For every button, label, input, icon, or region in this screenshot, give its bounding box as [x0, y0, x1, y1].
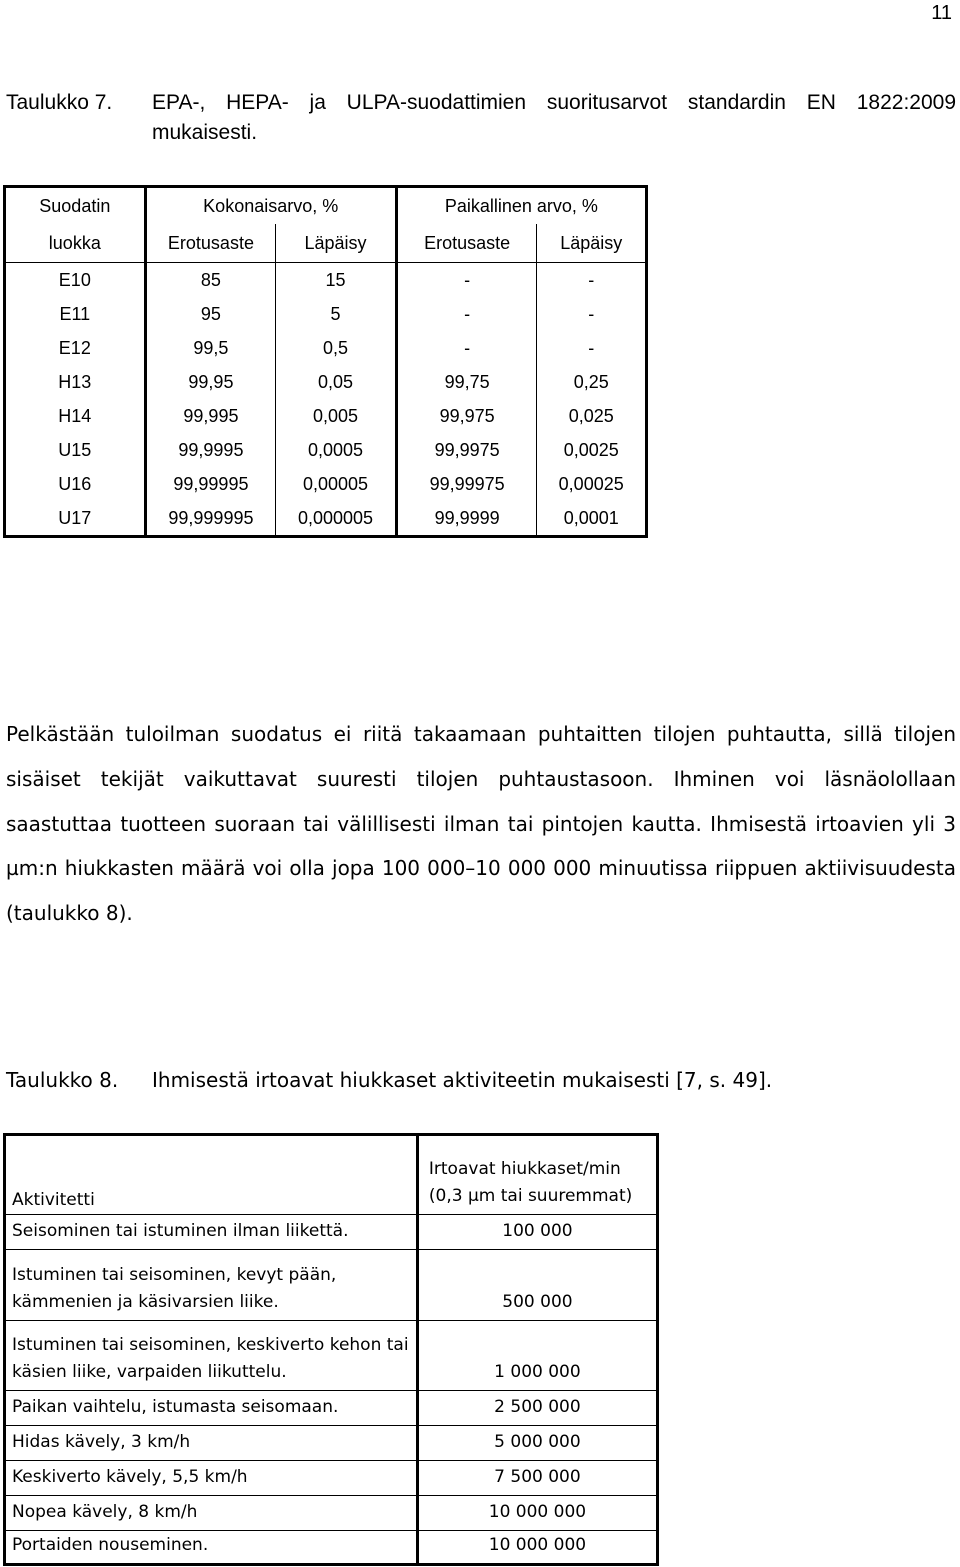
cell-efficiency-overall: 85	[145, 263, 276, 298]
particle-emission-table	[3, 1133, 659, 1566]
cell-class: E11	[59, 303, 91, 324]
table-row	[5, 501, 647, 537]
cell-efficiency-overall: 99,95	[145, 365, 276, 399]
cell-efficiency-local: -	[396, 263, 537, 298]
table-row	[5, 433, 647, 467]
cell-efficiency-overall: 99,999995	[145, 501, 276, 537]
cell-class: U17	[58, 507, 92, 528]
cell-particles: 10 000 000	[417, 1531, 657, 1565]
header-local: Paikallinen arvo, %	[396, 187, 646, 225]
table-row	[5, 467, 647, 501]
cell-penetration-overall: 0,00005	[276, 467, 397, 501]
cell-penetration-overall: 0,005	[276, 399, 397, 433]
table8-header-row	[5, 1135, 658, 1215]
cell-penetration-local: -	[537, 263, 647, 298]
cell-penetration-overall: 0,000005	[276, 501, 397, 537]
header-efficiency-overall: Erotusaste	[145, 224, 276, 263]
cell-penetration-overall: 5	[276, 297, 397, 331]
table-row	[5, 331, 647, 365]
cell-efficiency-overall: 99,5	[145, 331, 276, 365]
table7-header-row-2	[5, 224, 647, 263]
cell-activity: Keskiverto kävely, 5,5 km/h	[5, 1461, 418, 1496]
cell-class: U15	[58, 439, 92, 460]
table8-title: Ihmisestä irtoavat hiukkaset aktiviteetin mukaisesti [7, s. 49].	[152, 1068, 773, 1092]
cell-particles: 10 000 000	[417, 1496, 657, 1531]
header-penetration-overall: Läpäisy	[276, 224, 397, 263]
table-row	[5, 1391, 658, 1426]
header-penetration-local: Läpäisy	[537, 224, 647, 263]
table-row	[5, 399, 647, 433]
table-row	[5, 1321, 658, 1391]
cell-penetration-local: 0,025	[537, 399, 647, 433]
cell-efficiency-local: -	[396, 331, 537, 365]
cell-activity: Istuminen tai seisominen, keskiverto kehon tai käsien liike, varpaiden liikuttelu.	[5, 1321, 418, 1391]
header-class: luokka	[5, 224, 146, 263]
table-row	[5, 1496, 658, 1531]
table-row	[5, 297, 647, 331]
table-row	[5, 1461, 658, 1496]
cell-class: U16	[58, 473, 92, 494]
cell-particles: 2 500 000	[417, 1391, 657, 1426]
header-particles-line2: (0,3 µm tai suuremmat)	[428, 1186, 633, 1206]
cell-penetration-local: -	[537, 297, 647, 331]
cell-activity: Istuminen tai seisominen, kevyt pään, kämmenien ja käsivarsien liike.	[5, 1250, 418, 1321]
cell-class: E12	[58, 337, 91, 358]
table-row	[5, 263, 647, 298]
table8-caption	[6, 1065, 956, 1095]
cell-activity: Paikan vaihtelu, istumasta seisomaan.	[5, 1391, 418, 1426]
cell-activity: Hidas kävely, 3 km/h	[5, 1426, 418, 1461]
cell-penetration-overall: 0,05	[276, 365, 397, 399]
cell-efficiency-local: 99,975	[396, 399, 537, 433]
table7-caption	[6, 88, 956, 148]
table7-title: EPA-, HEPA- ja ULPA-suodattimien suoritusarvot standardin EN 1822:2009 mukaisesti.	[152, 91, 956, 144]
header-particles-line1: Irtoavat hiukkaset/min	[428, 1159, 621, 1179]
table8-label: Taulukko 8.	[6, 1068, 119, 1092]
cell-particles: 1 000 000	[417, 1321, 657, 1391]
table7-header-row-1	[5, 187, 647, 225]
cell-efficiency-overall: 99,995	[145, 399, 276, 433]
table-row	[5, 1426, 658, 1461]
cell-efficiency-overall: 95	[145, 297, 276, 331]
cell-penetration-overall: 15	[276, 263, 397, 298]
body-paragraph: Pelkästään tuloilman suodatus ei riitä takaamaan puhtaitten tilojen puhtautta, sillä tilojen sisäiset tekijät vaikuttavat suuresti tilojen puhtaustasoon. Ihminen voi läsnäolollaan saastuttaa tuotteen suoraan tai välillisesti ilman tai pintojen kautta. Ihmisestä irtoavien yli 3 µm:n hiukkasten määrä voi olla jopa 100 000–10 000 000 minuutissa riippuen aktiivisuudesta (taulukko 8).	[6, 722, 956, 926]
cell-penetration-local: -	[537, 331, 647, 365]
cell-particles: 500 000	[417, 1250, 657, 1321]
cell-efficiency-overall: 99,9995	[145, 433, 276, 467]
cell-penetration-local: 0,25	[537, 365, 647, 399]
cell-penetration-overall: 0,5	[276, 331, 397, 365]
cell-class: E10	[58, 269, 91, 290]
table-row	[5, 365, 647, 399]
cell-efficiency-local: -	[396, 297, 537, 331]
cell-efficiency-overall: 99,99995	[145, 467, 276, 501]
table-row	[5, 1215, 658, 1250]
cell-efficiency-local: 99,9975	[396, 433, 537, 467]
header-overall: Kokonaisarvo, %	[145, 187, 396, 225]
page-number: 11	[931, 2, 952, 24]
header-activity: Aktivitetti	[5, 1135, 418, 1215]
cell-particles: 5 000 000	[417, 1426, 657, 1461]
cell-penetration-local: 0,0001	[537, 501, 647, 537]
cell-penetration-overall: 0,0005	[276, 433, 397, 467]
cell-activity: Portaiden nouseminen.	[12, 1535, 209, 1555]
table-row	[5, 1531, 658, 1565]
filter-performance-table	[3, 185, 648, 538]
body-paragraph-container	[6, 712, 956, 936]
cell-activity: Seisominen tai istuminen ilman liikettä.	[5, 1215, 418, 1250]
cell-penetration-local: 0,0025	[537, 433, 647, 467]
cell-class: H14	[58, 405, 92, 426]
cell-particles: 100 000	[417, 1215, 657, 1250]
cell-efficiency-local: 99,99975	[396, 467, 537, 501]
table-row	[5, 1250, 658, 1321]
cell-efficiency-local: 99,75	[396, 365, 537, 399]
cell-class: H13	[58, 371, 92, 392]
table7-label: Taulukko 7.	[6, 91, 113, 114]
cell-activity: Nopea kävely, 8 km/h	[5, 1496, 418, 1531]
cell-particles: 7 500 000	[417, 1461, 657, 1496]
cell-efficiency-local: 99,9999	[396, 501, 537, 537]
header-efficiency-local: Erotusaste	[396, 224, 537, 263]
cell-penetration-local: 0,00025	[537, 467, 647, 501]
header-filter: Suodatin	[39, 195, 111, 216]
header-particles	[417, 1135, 657, 1215]
